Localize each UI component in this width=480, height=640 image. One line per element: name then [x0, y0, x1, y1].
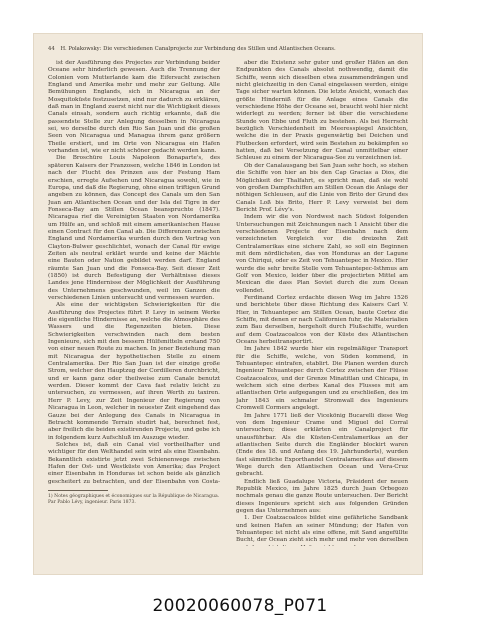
paragraph: Ob der Canalausgang bei San Juan sehr hoch, so stehen die Schiffe von hier an bis den Cap Gracias a Dios, die Möglichkeit der Thalfahrt, es spricht man, daß sie wohl von großen Dampfschiffen am Stillen Ocean die Anlage der nöthigen Schleusen, auf die Linie von Brito der Grund des Canals Loß bis Brito, Herr P. Levy verweist bei dem Bericht Prof. Lévy's.	[236, 162, 408, 213]
running-header	[48, 46, 408, 52]
paragraph: aber die Existenz sehr guter und großer Häfen an den Endpunkten des Canals absolut nothwendig, damit die Schiffe, wenn sich dieselben etwa zusammendrängen und nicht gleichzeitig in den Canal eingelassen werden, einige Tage sicher warten können. Die letzte Ansicht, wonach das größte Hinderniß für die Anlage eines Canals die verschiedene Höhe der Oceane sei, braucht wohl hier nicht widerlegt zu werden; ferner ist über die verschiedene Stunde von Ebbe und Fluth zu bestehen. Als bei Herrscht bezüglich Verschiedenheit im Meeresspiegel Ansichten, welche die in der Praxis gegenwärtig bei Deichen und Flutbecken erfordert, wird sein Bestehen zu bekämpfen so hatten, daß bei Versetzung der Canal unmittelbar einer Schleuse zu einem der Nicaragua-See zu verzeichnen ist.	[236, 60, 408, 162]
paragraph: Indem wir die von Nordwest nach Südost folgenden Untersuchungen mit Zeichnungen nach 1 Ansicht über die verschiedenen Projecte der Eisenbahn nach dem verzeichneten Vergleich vor die dreizehn Zeit Centralamerikas eine sichere Zahl, so soll ein Beginnen mit dem nördlichsten, das von Honduras an der Lagune von Chiriqui, oder es Zeit von Tehuantepec in Mexico. Hier wurde die sehr breite Stelle vom Tehuantepec-Isthmus am Golf von Mexico, leider über die projectirten Mittel am Mexican die dass Plan Soviet durch die zum Ocean vollendet.	[236, 214, 408, 294]
paragraph: Endlich ließ Guadalupe Victoria, Präsident der neuen Republik Mexico, im Jahre 1825 durch Juan Orbegozo nochmals genau die ganze Route untersuchen. Der Bericht dieses Ingenieurs spricht sich aus folgenden Gründen gegen das Unternehmen aus:	[236, 478, 408, 514]
paragraph: Die Broschüre Louis Napoleon Bonaparte's, des späteren Kaisers der Franzosen, welche 1846 in London ist nach der Flucht des Prinzen aus der Festung Ham erschien, erregte Aufsehen und Nicaragua sowohl, wie in Europa, und daß die Regierung, ohne einen triftigen Grund angeben zu können, das Concept des Canals um den San Juan am Atlantischen Ocean und der Isla del Tigre in der Fonseca-Bay am Stillen Ocean beanspruchte (1847). Nicaragua rief die Vereinigten Staaten von Nordamerika um Hülfe an, und schloß mit einem amerikanischen Hause einen Contract für den Canal ab. Die Differenzen zwischen England und Nordamerika wurden durch den Vertrag von Clayton-Bulwer geschlichtet, wonach der Canal für ewige Zeiten als neutral erklärt wurde und keine der Mächte eine Bauten oder Nation gebildet werden darf. England räumte San Juan und die Fonseca-Bay. Seit dieser Zeit (1850) ist durch Befestigung der Verhältnisse dieses Landes jene Hindernisse der Möglichkeit der Ausführung des Unternehmens geschwunden, weil im Ganzen die verschiedenen Linien untersucht und vermessen wurden.	[48, 155, 220, 301]
paragraph: Solches ist, daß ein Canal viel vortheilhafter und wichtiger für den Welthandel sein wird als eine Eisenbahn. Bekanntlich existirte jetzt zwei Schienenwege zwischen Hafen der Ost- und Westküste von Amerika; das Project einer Eisenbahn in Honduras ist schon beide als gänzlich gescheitert zu betrachten, und der Eisenbahn von Costa-	[48, 441, 220, 485]
paragraph: ist der Ausführung des Projectes zur Verbindung beider Oceane sehr hinderlich gewesen. Auch die Trennung der Colonien vom Mutterlande kam die Eifersucht zwischen England und Amerika mehr und mehr zur Geltung. Alle Bemühungen Englands, sich in Nicaragua an der Mosquitoküste festzusetzen, sind nur dadurch zu erklären, daß man in England zuerst nicht nur die Wichtigkeit dieses Canals einsah, sondern auch richtig erkannte, daß die passendste Stelle zur Anlegung desselben in Nicaragua sei, wo derselbe durch den Rio San Juan und die großen Seen von Nicaragua und Managua ihrem ganz größern Theile erstiert, und im Orte von Nicaragua ein Hafen vorhanden ist, wie er nicht schöner gedacht werden kann.	[48, 60, 220, 155]
paragraph: Im Jahre 1842 wurde hier ein regelmäßiger Transport für die Schiffe, welche, von Süden kommend, in Tehuantepec eintrafen, etablirt. Die Planen werden durch Ingenieur Tehuantepec durch Cortez zwischen der Flüsse Coatzacoalcos, und der Grenze Minatitlan und Chicapa, in welchem sich eine derbes Kanal des Flusses mit am atlantischen Orte aufgegangen und zu erschließen, des im Jahr 1843 ein schmaler Stromwall des Ingenieurs Cromwell Cormers angelegt.	[236, 346, 408, 412]
page-number: 44	[48, 46, 55, 52]
paragraph: Als eine der wichtigsten Schwierigkeiten für die Ausführung des Projectes führt P. Levy in seinem Werke die eigentliche Hindernisse an, welche die Atmosphäre des Wassers und die Regenzeiten bieten. Diese Schwierigkeiten verschwinden nach dem besten Ingenieure, sich mit den bessern Hülfsmitteln erstand 750 von einer neuen Route zu machen. In jener Beziehung man mit Nicaragua der hypothetischen Stelle zu einem Centralamerika. Der Rio San Juan ist der einzige große Strom, welcher den Hauptzug der Cordilleren durchbricht, und er kann ganz oder theilweise zum Canale benutzt werden. Dieser kommt der Cava fast relativ leicht zu untersuchen, zu vermessen, auf ihren Werth zu taxiren. Herr P. Levy, zur Zeit Ingenieur der Regierung von Nicaragua in Leon, welcher in neuester Zeit eingehend das Gauze bei der Anlegung des Canals in Nicaragua in Betracht kommende Terrain studirt hat, berechnet fest, aber freilich die beiden existirenden Projecte, und gebe ich in folgendem kurz Aufschluß im Auszuge wieder.	[48, 302, 220, 441]
right-column	[236, 60, 408, 546]
paragraph: Ferdinand Cortez erdachte diesen Weg im Jahre 1526 und berichtete über diese Richtung des Kaisers Carl V. Hier, in Tehuantepec am Stillen Ocean, baute Cortez die Schiffe, mit denen er nach Californien fuhr, die Materialien zum Bau derselben, hergeholt durch Flußschiffe, wurden auf dem Coatzacoalcos von der Küste des Atlantischen Oceans herbeitransportirt.	[236, 295, 408, 346]
catalog-id-caption: 20020060078_P071	[152, 596, 328, 616]
left-column	[48, 60, 220, 485]
footnote: 1) Notes géographiques et économiques sur la République de Nicaragua. Par Pablo Lévy, ingenieur. Paris 1873.	[48, 494, 220, 505]
header-title: H. Polakowsky: Die verschiedenen Canalprojecte zur Verbindung des Stillen und Atlantischen Oceans.	[60, 46, 336, 52]
footnote-divider	[48, 490, 108, 491]
paragraph: Im Jahre 1771 ließ der Vicekönig Bucarelli diese Weg von dem Ingenieur Crame und Miguel del Corral untersuchen; diese erklärten ein Canalproject für unausführbar. Als die Küsten-Centralamerikas an der atlantischen Seite durch die Engländer blockirt waren (Ende des 18. und Anfang des 19. Jahrhunderts), wurden fast sämmtliche Exporthandel Centralamerikas auf diesem Wege durch den Atlantischen Ocean und Vera-Cruz gebracht.	[236, 412, 408, 478]
scanned-page	[34, 34, 422, 574]
paragraph: 1. Der Coatzacoalcos bildet eine gefährliche Sandbank und keinen Hafen an seiner Mündung; der Hafen von Tehuantepec ist nicht als eine offene, mit Sand angefüllte Bucht, der Ocean zieht sich mehr und mehr von derselben	[236, 515, 408, 544]
